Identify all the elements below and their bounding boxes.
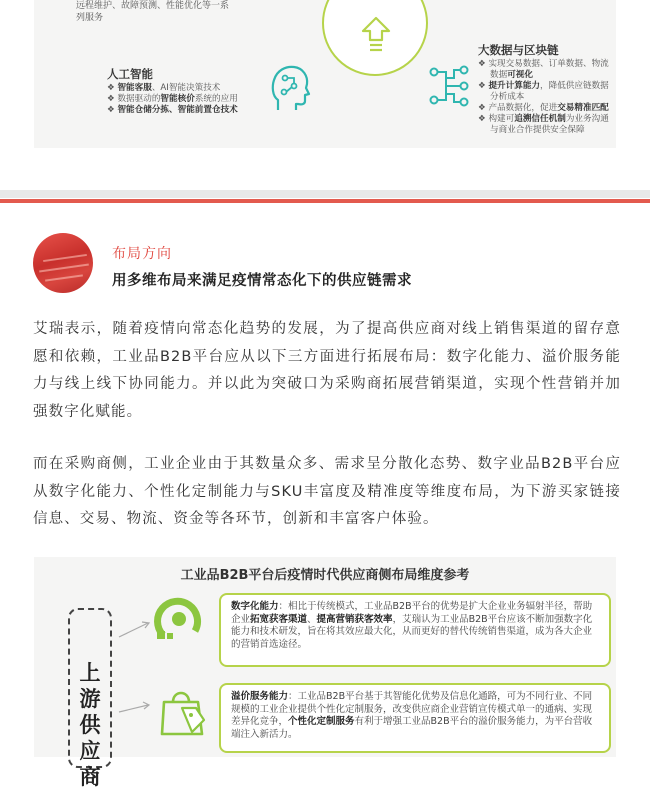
digital-capability-box: 数字化能力：相比于传统模式，工业品B2B平台的优势是扩大企业业务辐射半径，帮助企业拓宽获客渠道、提高营销获客效率，艾瑞认为工业品B2B平台应该不断加强数字化能力和技术研发，旨在将其效应最大化，从而更好的替代传统销售渠道，成为各大企业的营销首选途径。 [219, 593, 611, 667]
section-divider-accent [0, 199, 650, 203]
section-divider [0, 190, 650, 198]
big-data-item-cont: 分析成本 [490, 92, 525, 102]
big-data-title: 大数据与区块链 [478, 43, 559, 57]
premium-service-box: 溢价服务能力：工业品B2B平台基于其智能化优势及信息化通路，可为不同行业、不同规模的工业企业提供个性化定制服务，改变供应商企业营销宣传模式单一的通病、实现差异化竞争，个性化定制服务有利于增强工业品B2B平台的溢价服务能力，为平台营收端注入新活力。 [219, 683, 611, 753]
ai-item: ❖ 智能客服、AI智能决策技术 [107, 83, 221, 93]
center-ring [322, 0, 428, 76]
continuation-line: 远程维护、故障预测、性能优化等一系 [76, 1, 230, 11]
body-paragraph: 而在采购商侧，工业企业由于其数量众多、需求呈分散化态势、数字业品B2B平台应从数字化能力、个性化定制能力与SKU丰富度及精准度等维度布局，为下游买家链接信息、交易、物流、资金等各环节，创新和丰富客户体验。 [33, 456, 621, 527]
ai-block [107, 66, 238, 116]
continuation-line: 列服务 [76, 13, 104, 23]
infographic-title: 工业品B2B平台后疫情时代供应商侧布局维度参考 [180, 568, 470, 583]
bottom-infographic-card [34, 557, 616, 789]
digital-capability-icon [155, 595, 203, 643]
big-data-item-cont: 数据可视化 [490, 70, 533, 80]
upload-arrow-icon [361, 16, 391, 54]
ai-item: ❖ 智能仓储分拣、智能前置仓技术 [107, 105, 238, 115]
top-continuation-text [76, 0, 229, 24]
top-infographic-card [34, 0, 616, 148]
network-icon [428, 64, 470, 108]
ai-item: ❖ 数据驱动的智能核价系统的应用 [107, 94, 238, 104]
arrow-right-icon [118, 619, 152, 639]
arrow-right-icon [118, 697, 152, 717]
ai-title: 人工智能 [107, 67, 153, 81]
big-data-item: ❖ 实现交易数据、订单数据、物流 [478, 59, 609, 69]
body-paragraph: 艾瑞表示，随着疫情向常态化趋势的发展，为了提高供应商对线上销售渠道的留存意愿和依赖，工业品B2B平台应从以下三方面进行拓展布局：数字化能力、溢价服务能力与线上线下协同能力。并以此为突破口为采购商拓展营销渠道，实现个性营销并加强数字化赋能。 [33, 321, 621, 420]
section-title: 用多维布局来满足疫情常态化下的供应链需求 [112, 273, 412, 289]
ai-head-icon [270, 64, 310, 112]
big-data-item: ❖ 提升计算能力，降低供应链数据 [478, 81, 609, 91]
shopping-bag-icon [158, 686, 206, 738]
big-data-item: ❖ 产品数据化，促进交易精准匹配 [478, 103, 609, 113]
section-label: 布局方向 [112, 246, 172, 262]
upstream-supplier-label: 上 游 供 应 商 [68, 608, 112, 768]
big-data-item-cont: 与商业合作提供安全保障 [490, 125, 585, 135]
big-data-item: ❖ 构建可追溯信任机制为业务沟通 [478, 114, 609, 124]
big-data-block [478, 42, 648, 136]
section-avatar [33, 233, 93, 293]
